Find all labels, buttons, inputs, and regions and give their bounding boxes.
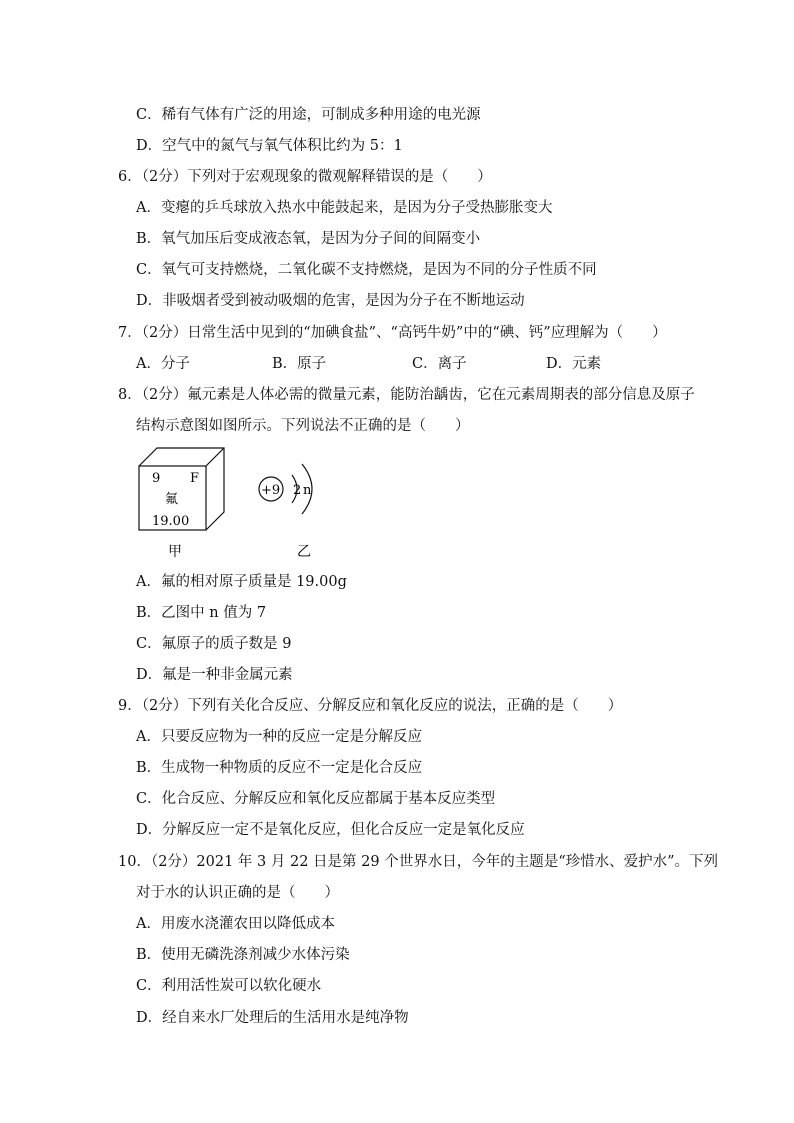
question-6-stem: 6．（2分）下列对于宏观现象的微观解释错误的是（ ） bbox=[118, 169, 492, 185]
question-9-option-d: D．分解反应一定不是氧化反应，但化合反应一定是氧化反应 bbox=[136, 822, 525, 838]
question-9-option-b: B．生成物一种物质的反应不一定是化合反应 bbox=[136, 760, 423, 776]
prev-option-d: D．空气中的氮气与氧气体积比约为 5：1 bbox=[136, 138, 403, 154]
question-8-stem-line1: 8．（2分）氟元素是人体必需的微量元素，能防治龋齿，它在元素周期表的部分信息及原子 bbox=[118, 387, 695, 403]
element-mass: 19.00 bbox=[152, 514, 190, 529]
element-symbol: F bbox=[190, 471, 200, 486]
question-10-option-a: A．用废水浇灌农田以降低成本 bbox=[136, 916, 335, 932]
figure-label-yi: 乙 bbox=[297, 544, 311, 560]
question-6-option-b: B．氧气加压后变成液态氧，是因为分子间的间隔变小 bbox=[136, 231, 481, 247]
question-8-figure bbox=[130, 440, 350, 565]
shell-2-electrons: n bbox=[303, 483, 312, 498]
question-8-stem-line2: 结构示意图如图所示。下列说法不正确的是（ ） bbox=[136, 418, 470, 434]
question-7-stem: 7．（2分）日常生活中见到的“加碘食盐”、“高钙牛奶”中的“碘、钙”应理解为（ ） bbox=[118, 325, 667, 341]
question-9-stem: 9．（2分）下列有关化合反应、分解反应和氧化反应的说法，正确的是（ ） bbox=[118, 698, 623, 714]
question-10-option-d: D．经自来水厂处理后的生活用水是纯净物 bbox=[136, 1010, 409, 1026]
question-8-option-a: A．氟的相对原子质量是 19.00g bbox=[136, 574, 347, 590]
question-9-option-a: A．只要反应物为一种的反应一定是分解反应 bbox=[136, 729, 422, 745]
question-8-option-d: D．氟是一种非金属元素 bbox=[136, 667, 293, 683]
nucleus-charge: +9 bbox=[261, 483, 281, 498]
shell-1-electrons: 2 bbox=[293, 483, 302, 498]
question-6-option-c: C．氧气可支持燃烧，二氧化碳不支持燃烧，是因为不同的分子性质不同 bbox=[136, 262, 597, 278]
question-7-option-d: D．元素 bbox=[546, 356, 602, 372]
element-atomic-number: 9 bbox=[152, 471, 161, 486]
question-6-option-a: A．变瘪的乒乓球放入热水中能鼓起来，是因为分子受热膨胀变大 bbox=[136, 200, 553, 216]
question-10-option-c: C．利用活性炭可以软化硬水 bbox=[136, 978, 322, 994]
question-7-option-a: A．分子 bbox=[136, 356, 190, 372]
question-10-option-b: B．使用无磷洗涤剂减少水体污染 bbox=[136, 947, 350, 963]
question-9-option-c: C．化合反应、分解反应和氧化反应都属于基本反应类型 bbox=[136, 791, 496, 807]
prev-option-c: C．稀有气体有广泛的用途，可制成多种用途的电光源 bbox=[136, 107, 481, 123]
question-7-option-c: C．离子 bbox=[412, 356, 467, 372]
atom-structure-diagram bbox=[259, 464, 312, 514]
question-8-option-b: B．乙图中 n 值为 7 bbox=[136, 605, 267, 621]
question-10-stem-line2: 对于水的认识正确的是（ ） bbox=[136, 885, 339, 901]
question-6-option-d: D．非吸烟者受到被动吸烟的危害，是因为分子在不断地运动 bbox=[136, 293, 525, 309]
element-name: 氟 bbox=[165, 492, 179, 507]
figure-label-jia: 甲 bbox=[168, 544, 182, 560]
question-8-option-c: C．氟原子的质子数是 9 bbox=[136, 636, 292, 652]
question-7-option-b: B．原子 bbox=[272, 356, 327, 372]
question-10-stem-line1: 10．（2分）2021 年 3 月 22 日是第 29 个世界水日，今年的主题是“珍惜水、爱护水”。下列 bbox=[118, 854, 719, 870]
